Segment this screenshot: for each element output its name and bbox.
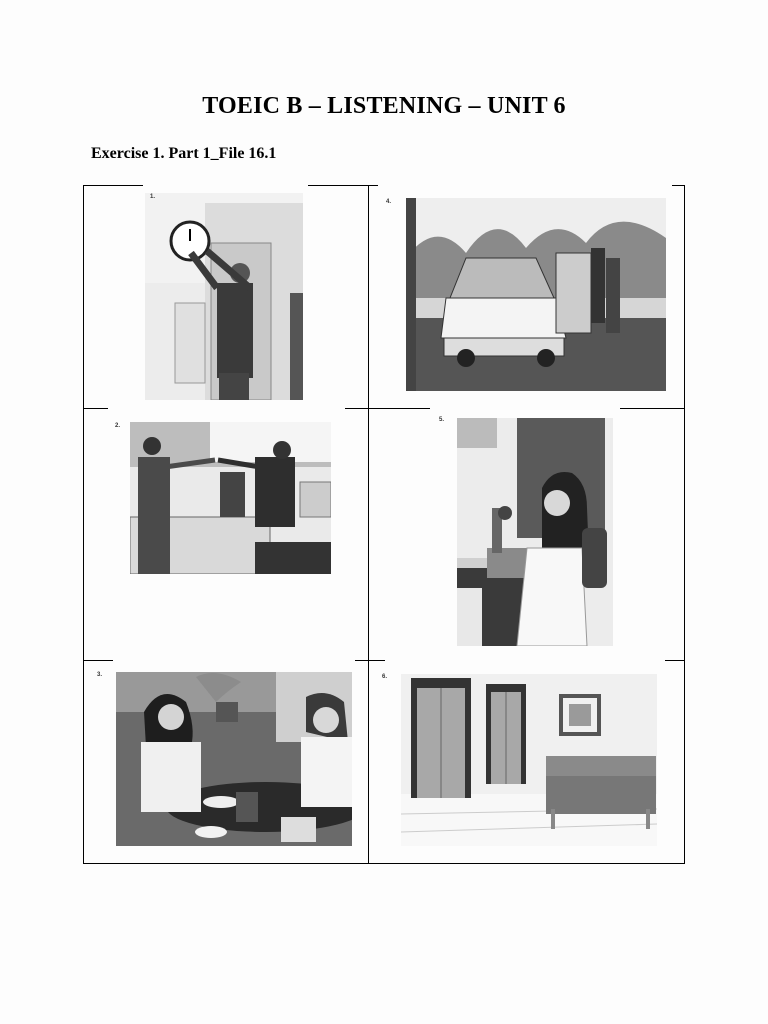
photo-number: 1. bbox=[150, 194, 156, 200]
photo-1 bbox=[145, 193, 303, 400]
grid-line bbox=[83, 185, 84, 864]
photo-number: 2. bbox=[115, 423, 121, 429]
grid-line bbox=[345, 408, 430, 409]
photo-number: 6. bbox=[382, 674, 388, 680]
grid-line bbox=[684, 185, 685, 864]
page-title: TOEIC B – LISTENING – UNIT 6 bbox=[202, 93, 566, 119]
photo-2 bbox=[130, 422, 331, 574]
photo-number: 4. bbox=[386, 199, 392, 205]
photo-3-image bbox=[116, 672, 352, 846]
grid-line bbox=[83, 408, 108, 409]
grid-line bbox=[83, 185, 143, 186]
photo-number: 5. bbox=[439, 417, 445, 423]
photo-6-image bbox=[401, 674, 657, 846]
grid-line bbox=[308, 185, 378, 186]
photo-number: 3. bbox=[97, 672, 103, 678]
grid-line bbox=[368, 185, 369, 864]
photo-6 bbox=[401, 674, 657, 846]
grid-line bbox=[665, 660, 685, 661]
photo-2-image bbox=[130, 422, 331, 574]
photo-3 bbox=[116, 672, 352, 846]
exercise-heading: Exercise 1. Part 1_File 16.1 bbox=[91, 145, 277, 162]
grid-line bbox=[83, 863, 685, 864]
photo-1-image bbox=[145, 193, 303, 400]
grid-line bbox=[620, 408, 685, 409]
photo-4-image bbox=[406, 198, 666, 391]
photo-4 bbox=[406, 198, 666, 391]
grid-line bbox=[672, 185, 685, 186]
grid-line bbox=[83, 660, 113, 661]
grid-line bbox=[355, 660, 385, 661]
photo-5 bbox=[457, 418, 613, 646]
photo-5-image bbox=[457, 418, 613, 646]
